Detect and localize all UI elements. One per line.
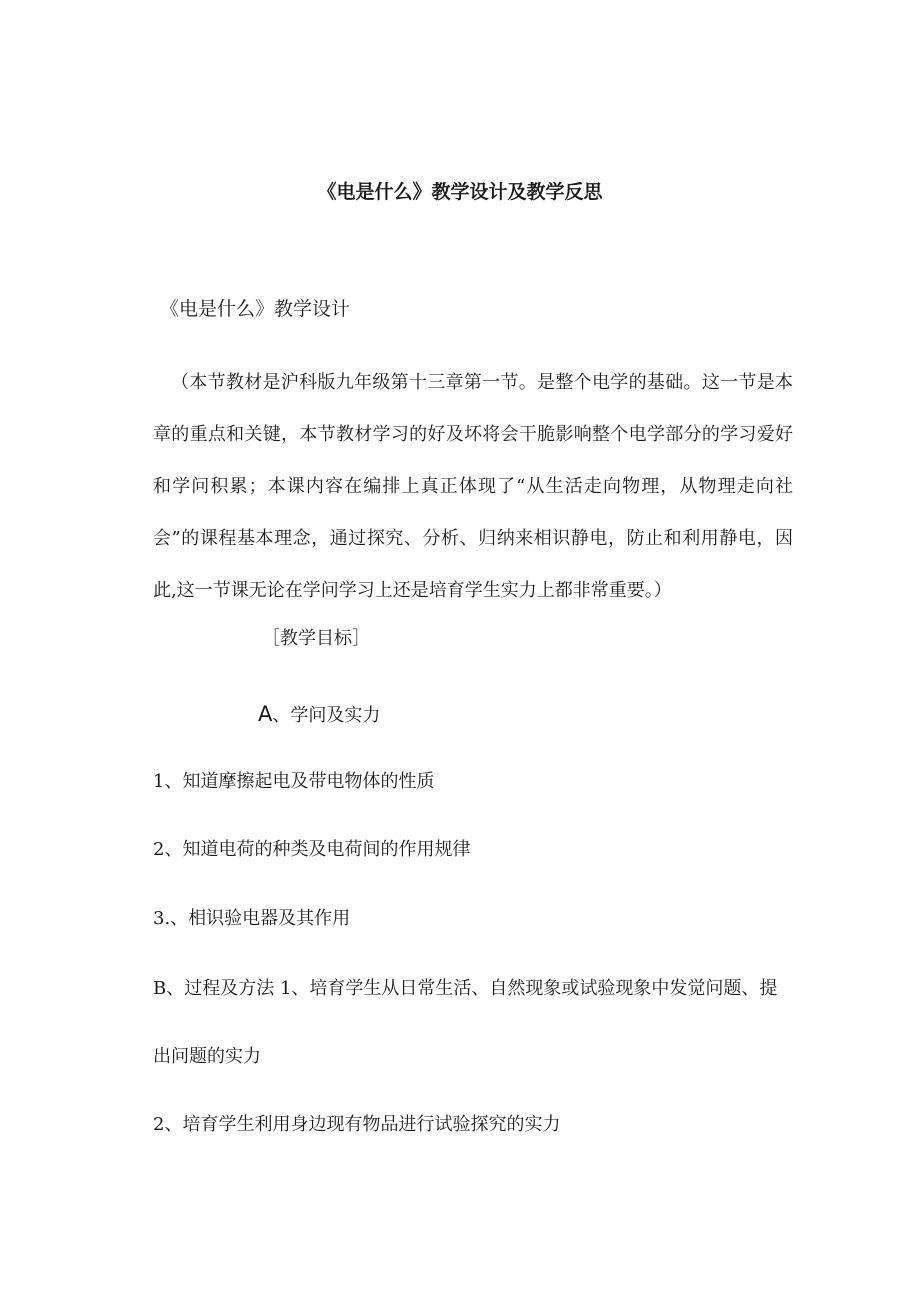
part-a-letter: A bbox=[258, 702, 273, 726]
part-b-item-2: 2、培育学生利用身边现有物品进行试验探究的实力 bbox=[153, 1114, 561, 1135]
part-a-heading bbox=[258, 702, 380, 728]
part-b-line-1: B、过程及方法 1、培育学生从日常生活、自然现象或试验现象中发觉问题、提 bbox=[153, 978, 778, 999]
objective-item-1: 1、知道摩擦起电及带电物体的性质 bbox=[153, 771, 435, 792]
objective-item-3: 3.、相识验电器及其作用 bbox=[153, 908, 351, 929]
intro-paragraph: （本节教材是沪科版九年级第十三章第一节。是整个电学的基础。这一节是本章的重点和关键，本节教材学习的好及坏将会干脆影响整个电学部分的学习爱好和学问积累；本课内容在编排上真正体现了“从生活走向物理，从物理走向社会”的课程基本理念，通过探究、分析、归纳来相识静电，防止和利用静电，因此,这一节课无论在学问学习上还是培育学生实力上都非常重要。） bbox=[153, 372, 793, 601]
part-b-line-2: 出问题的实力 bbox=[153, 1046, 261, 1067]
document-title: 《电是什么》教学设计及教学反思 bbox=[317, 181, 603, 203]
objective-item-2: 2、知道电荷的种类及电荷间的作用规律 bbox=[153, 839, 471, 860]
section-heading: 《电是什么》教学设计 bbox=[160, 298, 351, 320]
objectives-heading: ［教学目标］ bbox=[262, 628, 370, 649]
part-a-text: 、学问及实力 bbox=[272, 705, 381, 726]
